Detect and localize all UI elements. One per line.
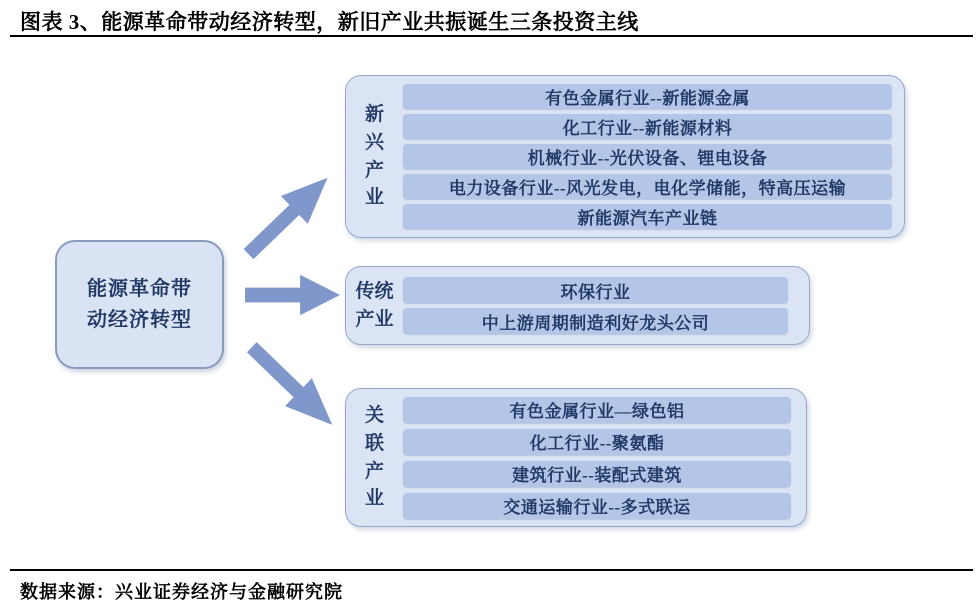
industry-item: 建筑行业--装配式建筑 (403, 461, 791, 487)
industry-item: 机械行业--光伏设备、锂电设备 (403, 144, 892, 169)
group-emerging-industries (345, 75, 905, 238)
group-traditional-industries (345, 266, 810, 345)
group-emerging-items (403, 84, 904, 229)
group-related-industries (345, 388, 807, 527)
industry-item: 有色金属行业--新能源金属 (403, 84, 892, 109)
industry-item: 新能源汽车产业链 (403, 204, 892, 229)
industry-item: 电力设备行业--风光发电，电化学储能，特高压运输 (403, 174, 892, 199)
industry-item: 中上游周期制造利好龙头公司 (403, 308, 788, 334)
industry-item: 化工行业--新能源材料 (403, 114, 892, 139)
group-label-text: 传统产业 (355, 280, 394, 330)
industry-item: 有色金属行业—绿色铝 (403, 397, 791, 423)
arrow-right-icon (245, 272, 340, 318)
group-label-related (346, 402, 403, 512)
arrow-up-right-icon (233, 162, 343, 270)
industry-item: 交通运输行业--多式联运 (403, 493, 791, 519)
industry-item: 环保行业 (403, 277, 788, 303)
group-label-text: 关联产业 (364, 405, 384, 510)
center-node-line2: 动经济转型 (87, 308, 192, 331)
center-node-line1: 能源革命带 (87, 277, 192, 300)
group-label-traditional (346, 278, 403, 333)
figure-title: 图表 3、能源革命带动经济转型，新旧产业共振诞生三条投资主线 (20, 10, 639, 34)
group-traditional-items (403, 277, 809, 334)
title-divider (10, 35, 973, 37)
center-node-energy-revolution (55, 240, 224, 369)
industry-item: 化工行业--聚氨酯 (403, 429, 791, 455)
footer-divider (10, 569, 973, 571)
group-label-emerging (346, 101, 403, 211)
group-label-text: 新兴产业 (364, 104, 384, 209)
group-related-items (403, 397, 806, 519)
data-source-note: 数据来源：兴业证券经济与金融研究院 (20, 582, 343, 602)
arrow-down-right-icon (236, 331, 347, 440)
